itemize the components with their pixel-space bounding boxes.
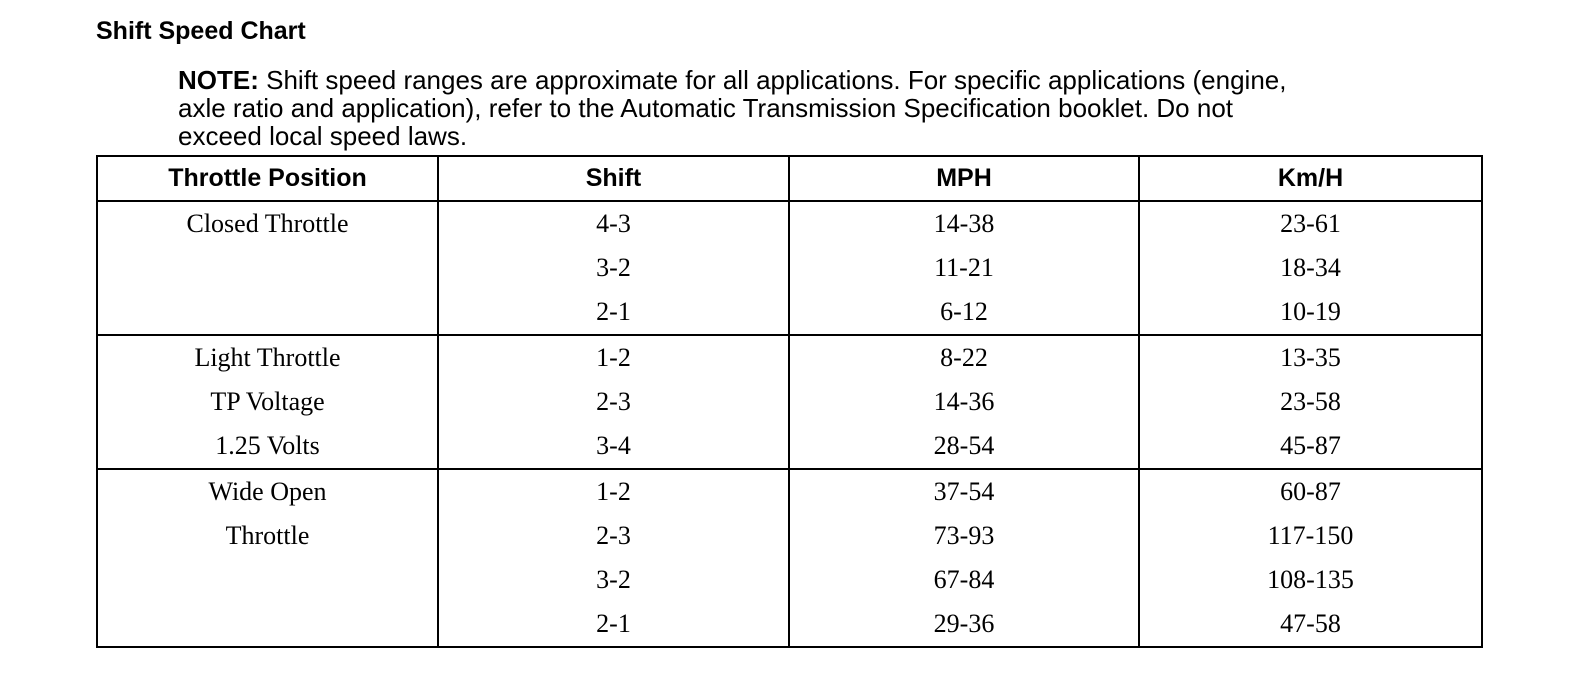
throttle-position-cell [97,201,438,335]
shift-value: 1-2 [596,477,631,506]
group-closed-throttle [97,201,1482,335]
kmh-cell [1139,335,1482,469]
header-mph: MPH [789,156,1139,201]
throttle-position-line: Light Throttle [194,343,341,372]
shift-value: 3-2 [596,565,631,594]
kmh-value: 108-135 [1267,565,1354,594]
note-paragraph [178,66,1398,150]
mph-value: 11-21 [934,253,994,282]
page-title: Shift Speed Chart [96,17,306,45]
mph-value: 6-12 [940,297,988,326]
shift-cell [438,335,789,469]
shift-value: 3-4 [596,431,631,460]
shift-value: 2-3 [596,387,631,416]
kmh-cell [1139,469,1482,647]
mph-cell [789,335,1139,469]
table-header-row [97,156,1482,201]
table-row [97,335,1482,469]
throttle-position-line: Wide Open [208,477,327,506]
kmh-value: 23-58 [1280,387,1341,416]
note-line-3: exceed local speed laws. [178,121,468,151]
shift-value: 1-2 [596,343,631,372]
note-label: NOTE: [178,65,259,95]
note-line-2: axle ratio and application), refer to the Automatic Transmission Specification booklet. Do not [178,93,1234,123]
mph-value: 14-36 [933,387,995,416]
throttle-position-line: Throttle [225,521,310,550]
kmh-value: 45-87 [1280,431,1341,460]
mph-value: 29-36 [933,609,995,638]
table-row [97,469,1482,647]
shift-speed-table [96,155,1483,648]
shift-value: 2-1 [596,609,631,638]
shift-cell [438,469,789,647]
header-throttle-position: Throttle Position [97,156,438,201]
mph-value: 67-84 [933,565,995,594]
shift-value: 4-3 [596,209,631,238]
mph-value: 8-22 [940,343,988,372]
mph-value: 28-54 [933,431,995,460]
kmh-value: 23-61 [1280,209,1341,238]
mph-cell [789,201,1139,335]
mph-value: 14-38 [933,209,995,238]
throttle-position-cell [97,335,438,469]
shift-value: 2-3 [596,521,631,550]
mph-cell [789,469,1139,647]
shift-value: 2-1 [596,297,631,326]
throttle-position-line: TP Voltage [210,387,325,416]
note-line-1: Shift speed ranges are approximate for all applications. For specific applications (engine, [266,65,1287,95]
kmh-value: 18-34 [1280,253,1341,282]
shift-value: 3-2 [596,253,631,282]
header-kmh: Km/H [1139,156,1482,201]
kmh-cell [1139,201,1482,335]
mph-value: 37-54 [933,477,995,506]
kmh-value: 117-150 [1267,521,1354,550]
throttle-position-line: Closed Throttle [186,209,349,238]
group-wide-open-throttle [97,469,1482,647]
mph-value: 73-93 [933,521,995,550]
kmh-value: 10-19 [1280,297,1341,326]
kmh-value: 60-87 [1280,477,1341,506]
group-light-throttle [97,335,1482,469]
kmh-value: 47-58 [1280,609,1341,638]
table-row [97,201,1482,335]
shift-cell [438,201,789,335]
kmh-value: 13-35 [1280,343,1341,372]
header-shift: Shift [438,156,789,201]
throttle-position-line: 1.25 Volts [215,431,320,460]
throttle-position-cell [97,469,438,647]
